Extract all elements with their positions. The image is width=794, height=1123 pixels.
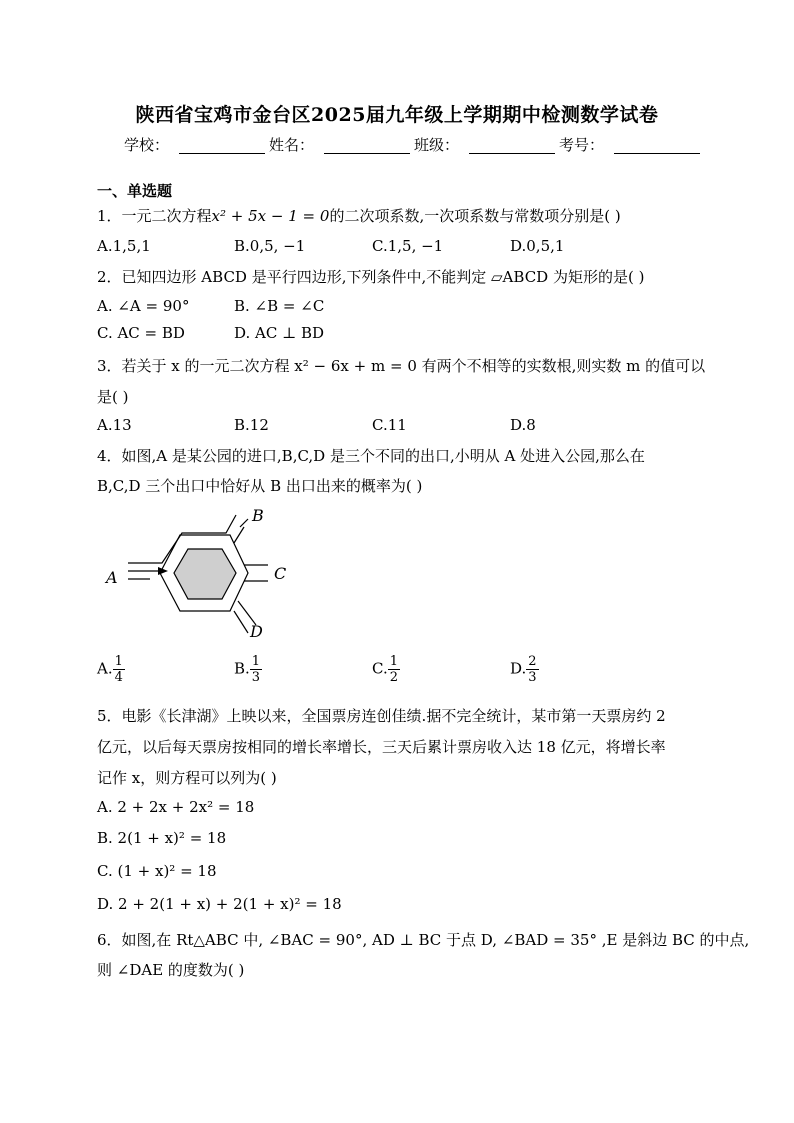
- q2-option-c: C. AC = BD: [97, 324, 185, 342]
- q4-option-d: [510, 654, 539, 685]
- q4-option-d-letter: D.: [510, 659, 527, 678]
- question-4-line-1: 4．如图,A 是某公园的进口,B,C,D 是三个不同的出口,小明从 A 处进入公园,那么在: [97, 447, 645, 465]
- question-3-line-2: 是( ): [97, 388, 129, 406]
- q2-option-d: D. AC ⊥ BD: [234, 324, 325, 342]
- question-1: [97, 205, 621, 226]
- name-label: 姓名：: [269, 136, 315, 154]
- class-blank: [469, 137, 555, 154]
- question-5-line-1: 5．电影《长津湖》上映以来，全国票房连创佳绩.据不完全统计，某市第一天票房约 2: [97, 707, 666, 725]
- q5-option-a: A. 2 + 2x + 2x² = 18: [97, 798, 255, 816]
- q1-equation: x² + 5x − 1 = 0: [211, 207, 330, 225]
- q4-option-a-denominator: 4: [114, 670, 123, 685]
- q2-option-b: B. ∠B = ∠C: [234, 297, 325, 315]
- q4-option-b-letter: B.: [234, 659, 250, 678]
- q5-option-c: C. (1 + x)² = 18: [97, 862, 217, 880]
- q4-option-c-letter: C.: [372, 659, 388, 678]
- question-3-line-1: 3．若关于 x 的一元二次方程 x² − 6x + m = 0 有两个不相等的实数根,则实数 m 的值可以: [97, 357, 706, 375]
- q5-option-b: B. 2(1 + x)² = 18: [97, 829, 227, 847]
- question-5-line-3: 记作 x，则方程可以列为( ): [97, 769, 277, 787]
- q4-option-c-fraction: [388, 654, 400, 685]
- q1-option-c: C.1,5, −1: [372, 237, 444, 255]
- label-d: D: [250, 622, 263, 641]
- park-exits-diagram: [98, 505, 298, 645]
- q4-option-b-fraction: [250, 654, 262, 685]
- q1-option-b: B.0,5, −1: [234, 237, 306, 255]
- q3-option-a: A.13: [97, 416, 132, 434]
- q1-option-a: A.1,5,1: [97, 237, 151, 255]
- q4-option-c-numerator: 1: [389, 654, 398, 669]
- q4-option-b-numerator: 1: [251, 654, 261, 669]
- q4-option-a-fraction: [113, 654, 125, 685]
- class-label: 班级：: [414, 136, 460, 154]
- school-label: 学校：: [124, 136, 170, 154]
- question-2: 2．已知四边形 ABCD 是平行四边形,下列条件中,不能判定 ▱ABCD 为矩形的是( ): [97, 268, 645, 286]
- q4-option-a-numerator: 1: [114, 654, 123, 669]
- q1-option-d: D.0,5,1: [510, 237, 565, 255]
- q3-option-d: D.8: [510, 416, 536, 434]
- q4-option-c-denominator: 2: [389, 670, 398, 685]
- q1-suffix: 的二次项系数,一次项系数与常数项分别是( ): [329, 207, 621, 225]
- school-blank: [179, 137, 265, 154]
- exam-title: 陕西省宝鸡市金台区2025届九年级上学期期中检测数学试卷: [135, 104, 659, 126]
- q3-option-b: B.12: [234, 416, 269, 434]
- section-heading: 一、单选题: [97, 182, 173, 200]
- question-4-line-2: B,C,D 三个出口中恰好从 B 出口出来的概率为( ): [97, 477, 423, 495]
- q4-option-b-denominator: 3: [251, 670, 261, 685]
- label-b: B: [252, 506, 264, 525]
- number-blank: [614, 137, 700, 154]
- q2-option-a: A. ∠A = 90°: [97, 297, 190, 315]
- question-5-line-2: 亿元，以后每天票房按相同的增长率增长，三天后累计票房收入达 18 亿元，将增长率: [97, 738, 666, 756]
- q4-option-a-letter: A.: [97, 659, 113, 678]
- q4-option-b: [234, 654, 262, 685]
- q4-option-a: [97, 654, 125, 685]
- q4-option-c: [372, 654, 400, 685]
- question-6-line-2: 则 ∠DAE 的度数为( ): [97, 961, 245, 979]
- label-c: C: [274, 564, 287, 583]
- number-label: 考号：: [559, 136, 605, 154]
- q4-option-d-numerator: 2: [528, 654, 537, 669]
- q5-option-d: D. 2 + 2(1 + x) + 2(1 + x)² = 18: [97, 895, 342, 913]
- label-a: A: [106, 568, 118, 587]
- q4-option-d-fraction: [526, 654, 538, 685]
- student-info-row: [124, 134, 704, 155]
- q1-prefix: 1．一元二次方程: [97, 207, 212, 225]
- q3-option-c: C.11: [372, 416, 407, 434]
- q4-option-d-denominator: 3: [528, 670, 537, 685]
- name-blank: [324, 137, 410, 154]
- question-6-line-1: 6．如图,在 Rt△ABC 中, ∠BAC = 90°, AD ⊥ BC 于点 D, ∠BAD = 35° ,E 是斜边 BC 的中点,: [97, 931, 750, 949]
